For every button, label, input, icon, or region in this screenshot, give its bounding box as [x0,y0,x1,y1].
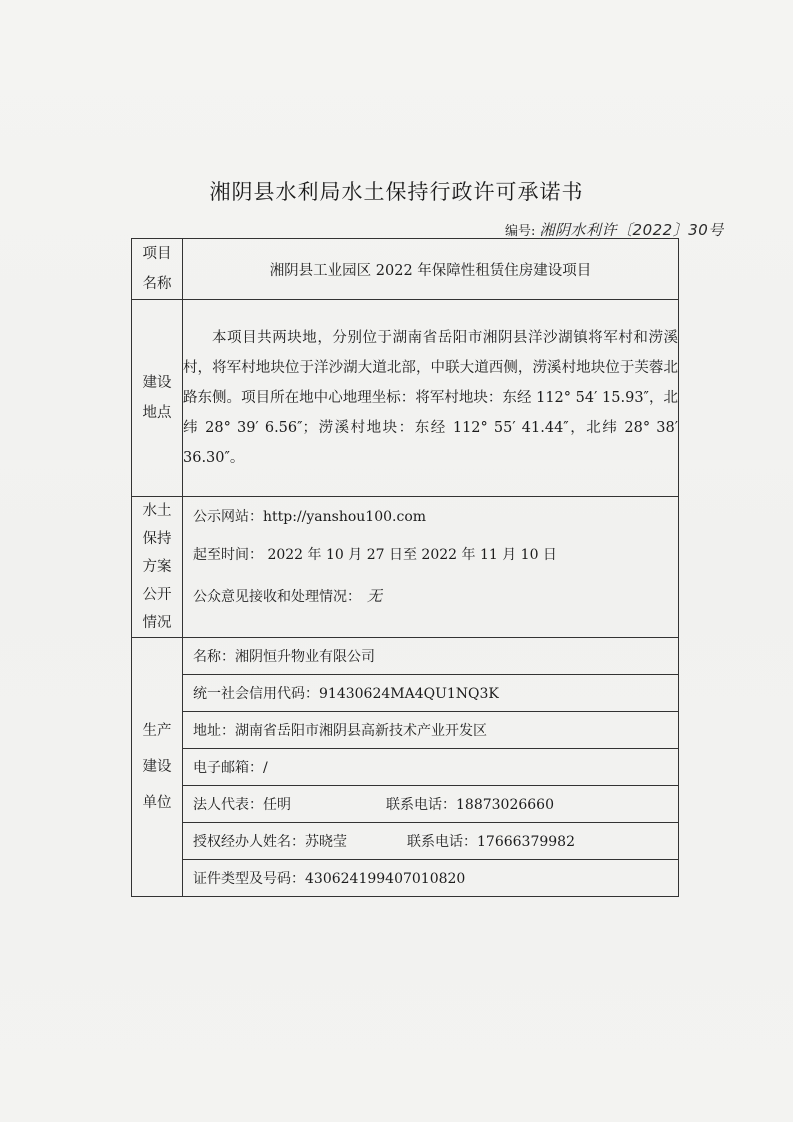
email-label: 电子邮箱： [193,760,263,776]
unit-name-row [183,638,678,675]
unit-name-label: 名称： [193,649,235,665]
publicity-details [183,497,679,638]
address-value: 湖南省岳阳市湘阴县高新技术产业开发区 [235,723,487,739]
period-value: 2022 年 10 月 27 日至 2022 年 11 月 10 日 [267,547,557,563]
unit-credit-row [183,675,678,712]
publicity-website-line [183,497,678,537]
publicity-label-line3: 方案 [142,559,172,575]
location-row [132,300,679,497]
publicity-label [132,497,183,638]
credit-code-label: 统一社会信用代码： [193,686,319,702]
publicity-label-line4: 公开 [142,587,172,603]
unit-label-line3: 单位 [142,795,172,811]
id-type-label: 证件类型及号码： [193,871,305,887]
agent-name-label: 授权经办人姓名： [193,834,305,850]
address-label: 地址： [193,723,235,739]
serial-value-handwritten: 湘阴水利许〔2022〕30号 [539,221,724,239]
agent-name-value: 苏晓莹 [305,834,347,850]
email-value: / [263,760,268,776]
commitment-table [131,238,679,897]
publicity-label-line1: 水土 [142,503,172,519]
publicity-label-line5: 情况 [142,615,172,631]
publicity-feedback-line [183,573,678,631]
location-value: 本项目共两块地，分别位于湖南省岳阳市湘阴县洋沙湖镇将军村和涝溪村，将军村地块位于洋沙湖大道北部，中联大道西侧，涝溪村地块位于芙蓉北路东侧。项目所在地中心地理坐标：将军村地块：东经 112° 54′ 15.93″，北纬 28° 39′ 6.56″；涝溪村地块：东经 112° 55′ 41.44″，北纬 28° 38′ 36.30″。 [183,300,679,497]
document-title: 湘阴县水利局水土保持行政许可承诺书 [209,180,584,204]
feedback-label: 公众意见接收和处理情况： [193,589,361,605]
project-name-value: 湘阴县工业园区 2022 年保障性租赁住房建设项目 [183,239,679,300]
id-number-value: 430624199407010820 [305,871,466,887]
project-name-label [132,239,183,300]
website-value: http://yanshou100.com [263,509,427,525]
feedback-value-handwritten: 无 [367,587,383,605]
publicity-period-line [183,537,678,573]
legal-phone-value: 18873026660 [456,797,554,813]
website-label: 公示网站： [193,509,263,525]
unit-address-row [183,712,678,749]
unit-name-value: 湘阴恒升物业有限公司 [235,649,375,665]
location-label-line1: 建设 [142,375,172,391]
location-label [132,300,183,497]
unit-id-row [183,860,678,897]
project-name-label-line1: 项目 [142,246,172,262]
unit-details-table [183,638,678,896]
unit-legal-row [183,786,678,823]
serial-label: 编号: [505,224,536,239]
legal-rep-label: 法人代表： [193,797,263,813]
period-label: 起至时间： [193,547,263,563]
agent-phone-label: 联系电话： [407,834,477,850]
legal-rep-value: 任明 [263,797,291,813]
publicity-label-line2: 保持 [142,531,172,547]
unit-label-line2: 建设 [142,759,172,775]
serial-number [505,219,724,240]
unit-label-line1: 生产 [142,723,172,739]
publicity-row [132,497,679,638]
unit-agent-row [183,823,678,860]
unit-details [183,638,679,897]
unit-email-row [183,749,678,786]
project-name-label-line2: 名称 [142,276,172,292]
unit-row [132,638,679,897]
credit-code-value: 91430624MA4QU1NQ3K [319,686,499,702]
legal-phone-label: 联系电话： [386,797,456,813]
agent-phone-value: 17666379982 [477,834,575,850]
project-name-row [132,239,679,300]
location-label-line2: 地点 [142,405,172,421]
unit-label [132,638,183,897]
